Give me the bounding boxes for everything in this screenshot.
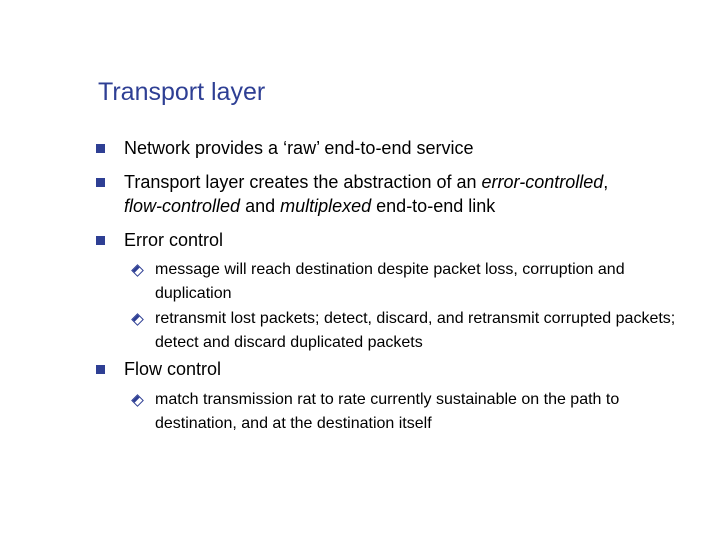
bullet-text: , xyxy=(603,172,609,192)
emphasis-multiplexed: multiplexed xyxy=(280,196,372,216)
bullet-text: end-to-end link xyxy=(371,196,496,216)
bullet-text: and xyxy=(240,196,281,216)
diamond-bullet-icon xyxy=(131,313,144,326)
square-bullet-icon xyxy=(96,365,105,374)
emphasis-error-controlled: error-controlled xyxy=(481,172,604,192)
diamond-bullet-icon xyxy=(131,264,144,277)
sub-bullet-message-delivery: message will reach destination despite packet loss, corruption and duplication xyxy=(155,261,625,302)
sub-bullet-retransmit: retransmit lost packets; detect, discard, and retransmit corrupted packets; detect and discard duplicated packets xyxy=(155,310,676,351)
bullet-transport-abstraction xyxy=(124,170,704,218)
sub-bullet-transmission-rate: match transmission rat to rate currently sustainable on the path to destination, and at the destination itself xyxy=(155,391,620,432)
diamond-bullet-icon xyxy=(131,394,144,407)
emphasis-flow-controlled: flow-controlled xyxy=(124,196,241,216)
square-bullet-icon xyxy=(96,178,105,187)
square-bullet-icon xyxy=(96,236,105,245)
bullet-error-control: Error control xyxy=(124,230,224,250)
bullet-flow-control: Flow control xyxy=(124,359,222,379)
bullet-network-service: Network provides a ‘raw’ end-to-end service xyxy=(124,138,474,158)
slide-title: Transport layer xyxy=(98,78,266,106)
square-bullet-icon xyxy=(96,144,105,153)
bullet-text: Transport layer creates the abstraction of an xyxy=(124,172,482,192)
